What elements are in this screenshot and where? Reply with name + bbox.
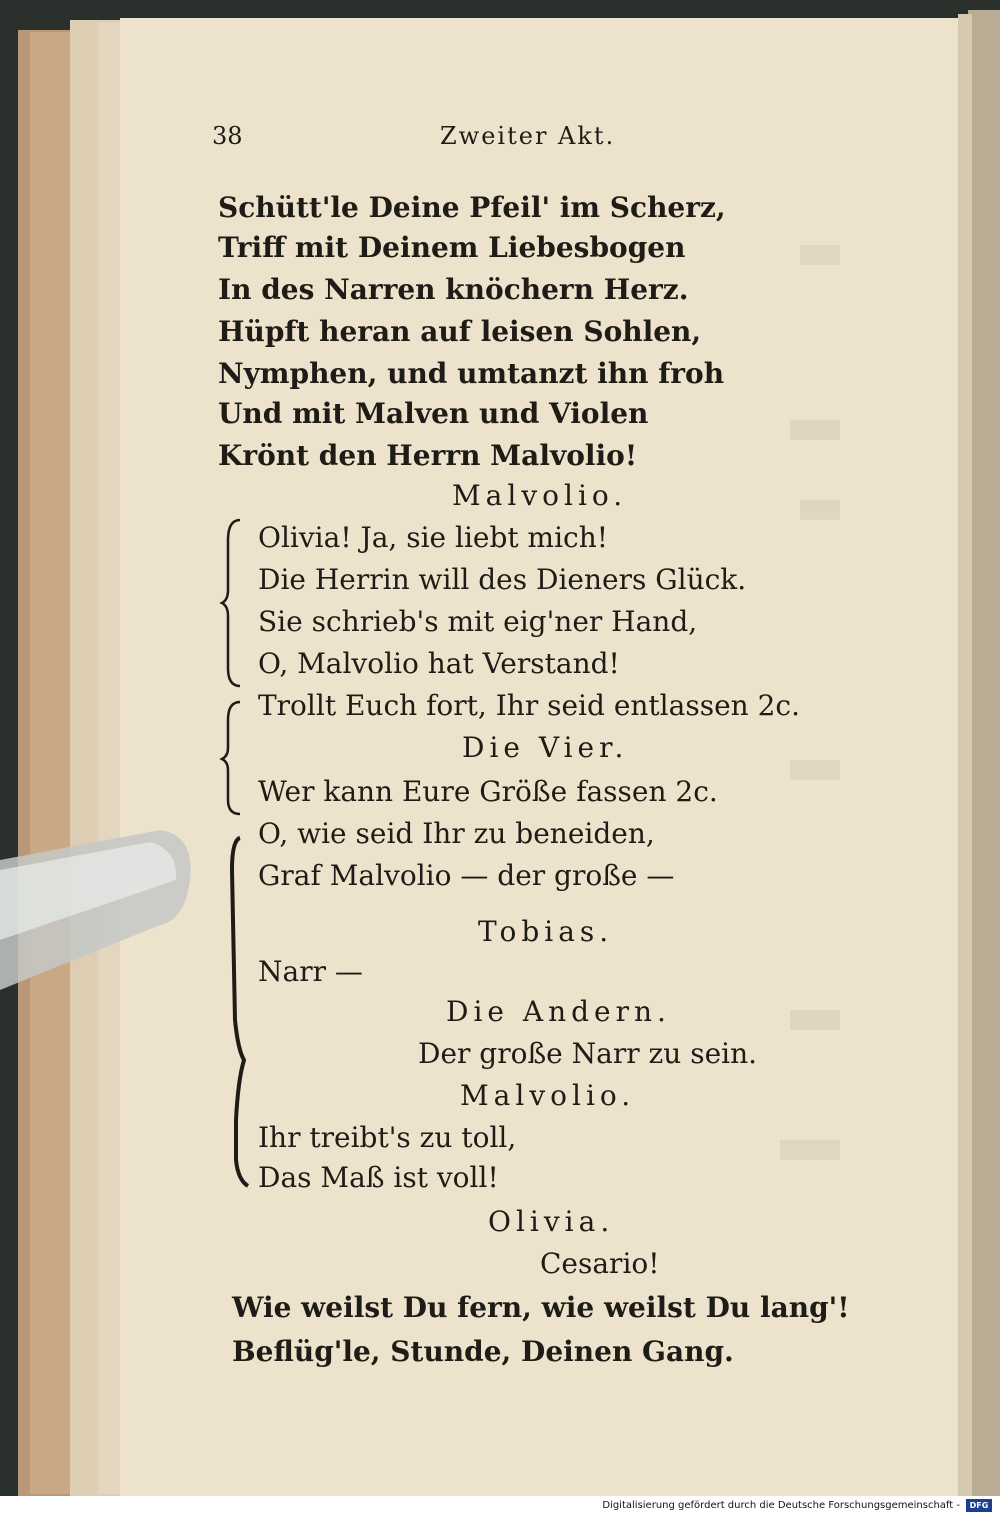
speaker-name: Malvolio. [460,1079,636,1112]
verse-line: Und mit Malven und Violen [218,397,649,430]
verse-line: Sie schrieb's mit eig'ner Hand, [258,605,698,638]
speaker-name: Malvolio. [452,479,628,512]
speaker-name: Die Andern. [446,995,671,1028]
verse-line: Nymphen, und umtanzt ihn froh [218,357,725,390]
verse-line: In des Narren knöchern Herz. [218,273,689,306]
verse-line: Krönt den Herrn Malvolio! [218,439,638,472]
verse-line: Cesario! [540,1247,660,1280]
dfg-logo: DFG [966,1499,992,1512]
verse-line: Triff mit Deinem Liebesbogen [218,231,686,264]
verse-line: Der große Narr zu sein. [418,1037,758,1070]
verse-line: Graf Malvolio — der große — [258,859,675,892]
verse-line: Ihr treibt's zu toll, [258,1121,517,1154]
verse-line: Trollt Euch fort, Ihr seid entlassen 2c. [258,689,800,722]
speaker-name: Tobias. [478,915,614,948]
verse-line: Die Herrin will des Dieners Glück. [258,563,747,596]
page-number: 38 [212,122,243,150]
speaker-name: Olivia. [488,1205,615,1238]
verse-line: O, Malvolio hat Verstand! [258,647,620,680]
verse-line: Wer kann Eure Größe fassen 2c. [258,775,718,808]
verse-line: Narr — [258,955,363,988]
verse-line: Hüpft heran auf leisen Sohlen, [218,315,702,348]
verse-line: Das Maß ist voll! [258,1161,499,1194]
verse-line: Wie weilst Du fern, wie weilst Du lang'! [232,1291,850,1324]
running-title: Zweiter Akt. [440,122,616,150]
verse-line: Schütt'le Deine Pfeil' im Scherz, [218,191,726,224]
verse-line: Olivia! Ja, sie liebt mich! [258,521,609,554]
digitization-credit: Digitalisierung gefördert durch die Deutsche Forschungsgemeinschaft - [602,1500,960,1511]
verse-line: O, wie seid Ihr zu beneiden, [258,817,655,850]
verse-line: Beflüg'le, Stunde, Deinen Gang. [232,1335,734,1368]
speaker-name: Die Vier. [462,731,629,764]
